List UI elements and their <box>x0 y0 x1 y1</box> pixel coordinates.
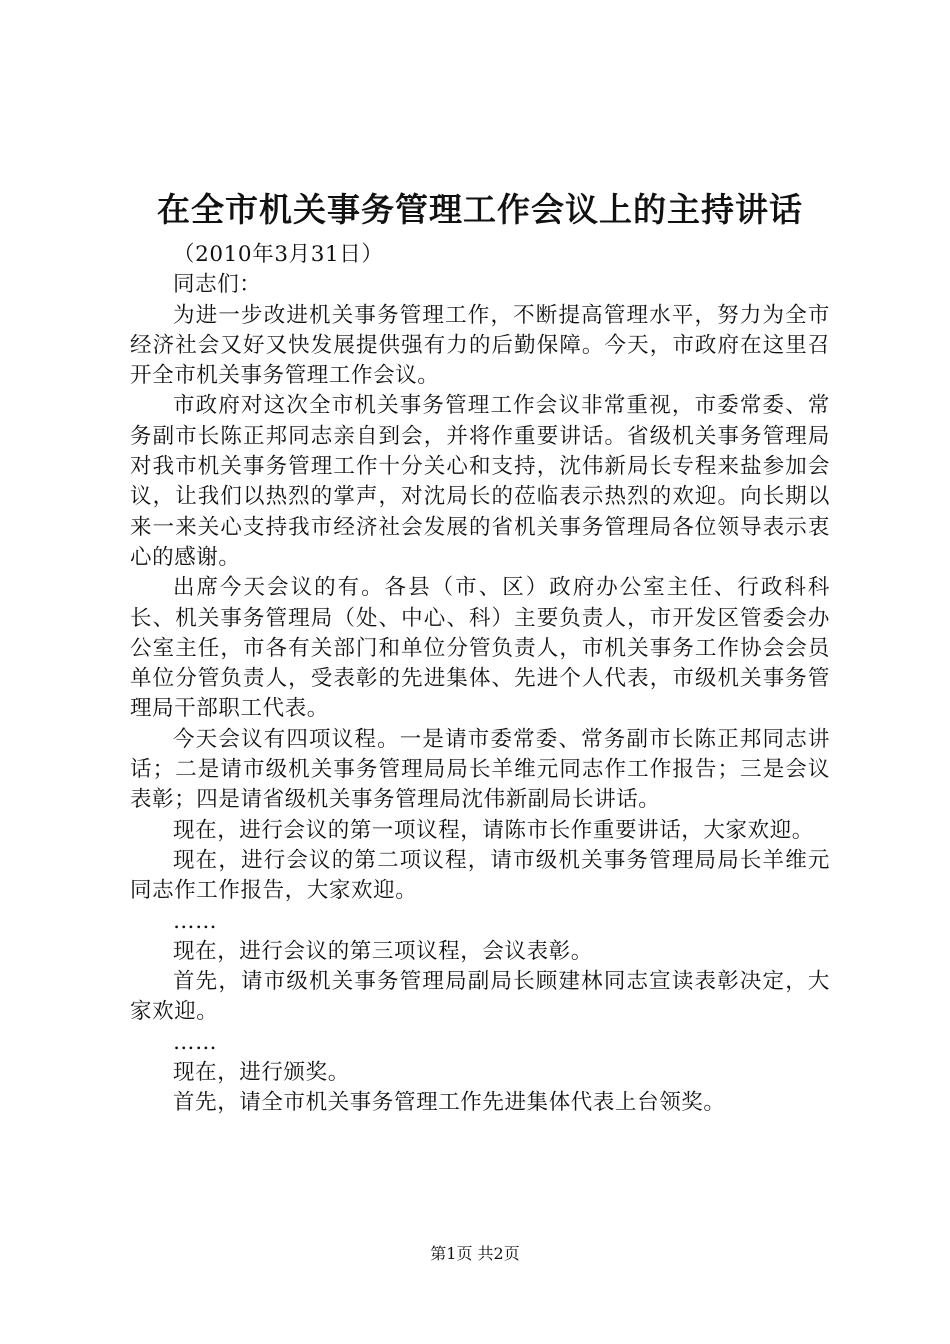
document-title: 在全市机关事务管理工作会议上的主持讲话 <box>157 190 803 229</box>
paragraph: 首先，请全市机关事务管理工作先进集体代表上台领奖。 <box>173 1090 726 1116</box>
salutation: 同志们： <box>173 272 262 298</box>
paragraph: 首先，请市级机关事务管理局副局长顾建林同志宣读表彰决定，大家欢迎。 <box>130 969 830 1025</box>
ellipsis-line: …… <box>173 908 218 934</box>
paragraph: 出席今天会议的有。各县（市、区）政府办公室主任、行政科科长、机关事务管理局（处、中心、科）主要负责人，市开发区管委会办公室主任，市各有关部门和单位分管负责人，市机关事务工作协会会员单位分管负责人，受表彰的先进集体、先进个人代表，市级机关事务管理局干部职工代表。 <box>130 575 830 722</box>
ellipsis-line: …… <box>173 1029 218 1055</box>
paragraph: 今天会议有四项议程。一是请市委常委、常务副市长陈正邦同志讲话；二是请市级机关事务管理局局长羊维元同志作工作报告；三是会议表彰；四是请省级机关事务管理局沈伟新副局长讲话。 <box>130 726 830 813</box>
paragraph: 市政府对这次全市机关事务管理工作会议非常重视，市委常委、常务副市长陈正邦同志亲自到会，并将作重要讲话。省级机关事务管理局对我市机关事务管理工作十分关心和支持，沈伟新局长专程来盐参加会议，让我们以热烈的掌声，对沈局长的莅临表示热烈的欢迎。向长期以来一来关心支持我市经济社会发展的省机关事务管理局各位领导表示衷心的感谢。 <box>130 393 830 570</box>
paragraph: 现在，进行会议的第三项议程，会议表彰。 <box>173 938 593 964</box>
page-footer: 第1页 共2页 <box>430 1244 520 1263</box>
paragraph: 现在，进行会议的第一项议程，请陈市长作重要讲话，大家欢迎。 <box>173 817 814 843</box>
paragraph: 为进一步改进机关事务管理工作，不断提高管理水平，努力为全市经济社会又好又快发展提供强有力的后勤保障。今天，市政府在这里召开全市机关事务管理工作会议。 <box>130 302 830 389</box>
document-body <box>130 240 830 1119</box>
paragraph: 现在，进行颁奖。 <box>173 1060 350 1086</box>
paragraph: 现在，进行会议的第二项议程，请市级机关事务管理局局长羊维元同志作工作报告，大家欢迎。 <box>130 847 830 904</box>
date-line: （2010年3月31日） <box>173 242 384 267</box>
